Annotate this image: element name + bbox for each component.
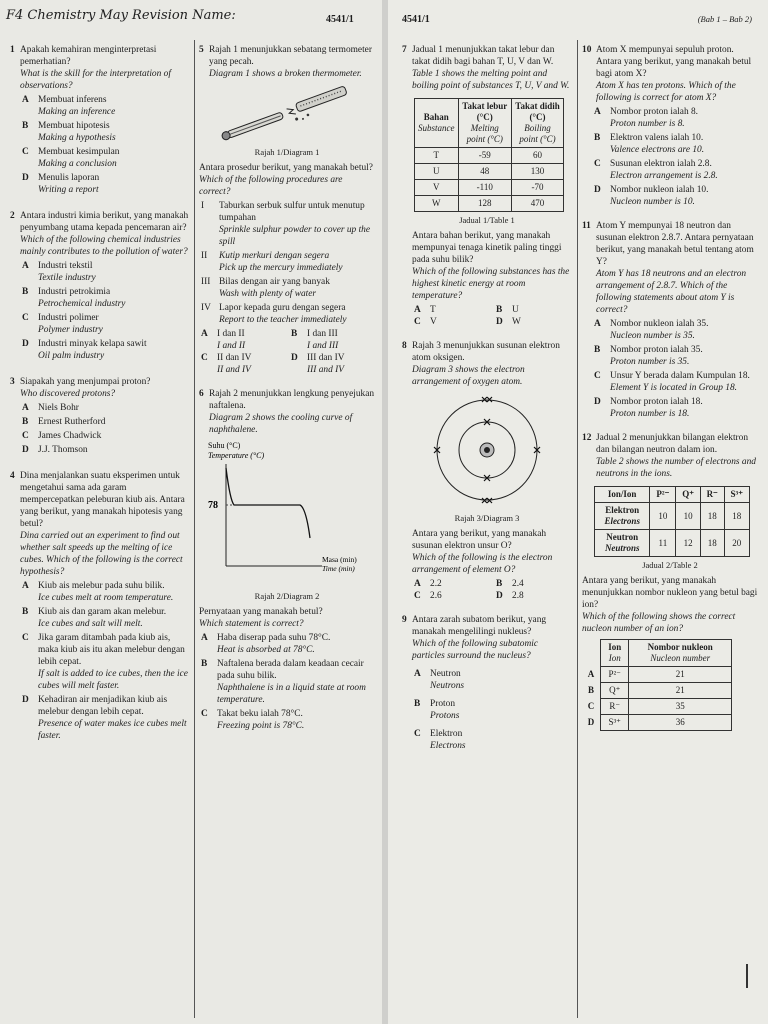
cooling-curve-graph — [202, 438, 372, 588]
question-number: 2 — [10, 211, 15, 221]
statement-iii: III Bilas dengan air yang banyak Wash with plenty of water — [201, 277, 330, 299]
option-b[interactable]: B Kiub ais dan garam akan melebur. Ice cubes and salt will melt. — [22, 607, 167, 629]
oxygen-atom-diagram — [427, 390, 547, 510]
option-a[interactable]: A Kiub ais melebur pada suhu bilik. Ice cubes melt at room temperature. — [22, 581, 174, 603]
option-b[interactable]: B 2.4 — [496, 579, 524, 589]
right-column-1 — [402, 44, 572, 759]
option-b[interactable]: B Nombor proton ialah 35. Proton number is 35. — [594, 345, 703, 367]
question-4: 4 Dina menjalankan suatu eksperimen untuk mengetahui sama ada garam mempercepatkan peleburan kiub ais. Antara yang berikut, yang manakah hipotesis yang betul? Dina carried out an experiment to find out whether salt speeds up the melting of ice cubes. Which of the following is the correct hypothesis? A Kiub ais melebur pada suhu bilik. Ice cubes melt at room temperature. B Kiub ais dan garam akan melebur. Ice cubes and salt will melt. C Jika garam ditambah pada kiub ais, maka kiub ais itu akan melebur dengan lebih cepat. If salt is added to ice cubes, then the ice cubes will melt faster. D Kehadiran air menjadikan kiub ais melebur dengan lebih cepat. Presence of water makes ice cubes melt faster. — [10, 470, 190, 742]
option-a[interactable]: A I dan II I and II — [201, 329, 246, 351]
option-d[interactable]: D Nombor nukleon ialah 10. Nucleon number is 10. — [594, 185, 709, 207]
option-c[interactable]: C Membuat kesimpulan Making a conclusion — [22, 147, 120, 169]
option-d[interactable]: D Kehadiran air menjadikan kiub ais melebur dengan lebih cepat. Presence of water makes ice cubes melt faster. — [22, 695, 187, 741]
option-c[interactable]: C James Chadwick — [22, 431, 102, 441]
column-divider — [194, 40, 195, 1018]
option-c[interactable]: C Elektron Electrons — [414, 729, 466, 751]
option-b[interactable]: B Q⁺ 21 — [582, 683, 732, 699]
option-d[interactable]: D Industri minyak kelapa sawit Oil palm industry — [22, 339, 147, 361]
left-column-2 — [199, 44, 375, 739]
question-text-ms: Apakah kemahiran menginterpretasi pemerhatian? — [20, 45, 157, 67]
column-divider — [577, 40, 578, 1018]
table-row: U 48 130 — [415, 164, 564, 180]
option-b[interactable]: B Proton Protons — [414, 699, 460, 721]
statement-ii: II Kutip merkuri dengan segera Pick up the mercury immediately — [201, 251, 343, 273]
question-9: 9 Antara zarah subatom berikut, yang manakah mengelilingi nukleus? Which of the following subatomic particles surround the nucleus? A Neutron Neutrons B Proton Protons C Elektron Electrons — [402, 614, 572, 752]
question-8: 8 Rajah 3 menunjukkan susunan elektron atom oksigen. Diagram 3 shows the electron arrangement of oxygen atom. Rajah 3/Diagram 3 Antara yang berikut, yang manakah susunan elektron unsur O? Which of the following is the electron arrangement of element O? A 2.2 B 2.4 C 2.6 D 2.8 — [402, 340, 572, 602]
option-a[interactable]: A Industri tekstil Textile industry — [22, 261, 96, 283]
option-c[interactable]: C R⁻ 35 — [582, 699, 732, 715]
option-c[interactable]: C Susunan elektron ialah 2.8. Electron arrangement is 2.8. — [594, 159, 718, 181]
option-d[interactable]: D W — [496, 317, 521, 327]
option-a[interactable]: A Nombor proton ialah 8. Proton number is 8. — [594, 107, 699, 129]
question-text-en: What is the skill for the interpretation of observations? — [20, 69, 171, 91]
left-column-1 — [10, 44, 190, 749]
table-row: W 128 470 — [415, 196, 564, 212]
option-c[interactable]: C II dan IV II and IV — [201, 353, 252, 375]
table-caption: Jadual 2/Table 2 — [642, 560, 698, 570]
left-page — [0, 0, 382, 1024]
option-d[interactable]: D S³⁺ 36 — [582, 715, 732, 731]
option-a[interactable]: A Nombor nukleon ialah 35. Nucleon number is 35. — [594, 319, 709, 341]
option-a[interactable]: A 2.2 — [414, 579, 442, 589]
question-5: 5 Rajah 1 menunjukkan sebatang termometer yang pecah. Diagram 1 shows a broken thermometer. Rajah 1/Diagram 1 Antara prosedur berikut, yang manakah betul? Which of the following procedures are correct? I Taburkan serbuk sulfur untuk menutup tumpahan Sprinkle sulphur powder to cover up the spill II Kutip merkuri dengan segera Pick up the mercury immediately III Bilas dengan air yang banyak Wash with plenty of water IV Lapor kepada guru dengan segera Report to the teacher immediately A I dan II I and II B I dan III I and III C II dan IV II and IV D III dan IV III and IV — [199, 44, 375, 376]
option-c[interactable]: C Takat beku ialah 78°C. Freezing point is 78°C. — [201, 709, 305, 731]
option-b[interactable]: B Elektron valens ialah 10. Valence electrons are 10. — [594, 133, 705, 155]
option-b[interactable]: B Naftalena berada dalam keadaan cecair pada suhu bilik. Naphthalene is in a liquid state at room temperature. — [201, 659, 366, 705]
table-row: V -110 -70 — [415, 180, 564, 196]
statement-i: I Taburkan serbuk sulfur untuk menutup tumpahan Sprinkle sulphur powder to cover up the spill — [201, 201, 371, 247]
table-caption: Jadual 1/Table 1 — [459, 215, 515, 225]
option-a[interactable]: A P²⁻ 21 — [582, 667, 732, 683]
question-1 — [10, 44, 190, 196]
question-7: 7 Jadual 1 menunjukkan takat lebur dan takat didih bagi bahan T, U, V dan W. Table 1 shows the melting point and boiling point of substances T, U, V and W. Bahan Substance Takat lebur (°C) Melting point (°C) Takat didih (°C) Boiling point (°C) T -59 60 U 48 130 V -110 -70 W 128 470 Jadual 1/Table 1 Antara bahan berikut, yang manakah mempunyai tenaga kinetik paling tinggi pada suhu bilik? Which of the following substances has the highest kinetic energy at room temperature? A T B U C V D W — [402, 44, 572, 328]
option-d[interactable]: D Nombor proton ialah 18. Proton number is 18. — [594, 397, 703, 419]
option-c[interactable]: C V — [414, 317, 437, 327]
right-page — [388, 0, 768, 1024]
right-column-2 — [582, 44, 758, 738]
cooling-curve-line — [226, 468, 310, 538]
table-row: T -59 60 — [415, 148, 564, 164]
option-a[interactable]: A Neutron Neutrons — [414, 669, 465, 691]
option-c[interactable]: C Unsur Y berada dalam Kumpulan 18. Element Y is located in Group 18. — [594, 371, 750, 393]
graph-mark-78: 78 — [208, 500, 218, 511]
option-c[interactable]: C Industri polimer Polymer industry — [22, 313, 103, 335]
option-c[interactable]: C 2.6 — [414, 591, 442, 601]
figure-caption: Rajah 3/Diagram 3 — [454, 513, 520, 523]
broken-thermometer-figure — [212, 82, 362, 144]
option-a[interactable]: A Niels Bohr — [22, 403, 79, 413]
table-1: Bahan Substance Takat lebur (°C) Melting point (°C) Takat didih (°C) Boiling point (°C) T -59 60 U 48 130 V -110 -70 W 128 470 — [414, 98, 564, 212]
figure-caption: Rajah 1/Diagram 1 — [254, 147, 320, 157]
graph-xlabel-en: Time (min) — [322, 564, 355, 573]
question-number: 1 — [10, 45, 15, 55]
answer-table: Ion Ion Nombor nukleon Nucleon number A P²⁻ 21 B Q⁺ 21 C R⁻ 35 D S³⁺ 36 — [582, 639, 732, 731]
paper-code-right: 4541/1 — [402, 14, 430, 25]
graph-ylabel-en: Temperature (°C) — [208, 451, 265, 460]
table-2: Ion/Ion P²⁻ Q⁺ R⁻ S³⁺ Elektron Electrons 10 10 18 18 Neutron Neutrons 11 12 18 20 — [594, 486, 750, 557]
question-12: 12 Jadual 2 menunjukkan bilangan elektron dan bilangan neutron dalam ion. Table 2 shows the number of electrons and neutrons in the ions. Ion/Ion P²⁻ Q⁺ R⁻ S³⁺ Elektron Electrons 10 10 18 18 Neutron Neutrons 11 12 18 20 Jadual 2/Table 2 Antara yang berikut, yang manakah menunjukkan nombor nukleon yang betul bagi ion? Which of the following shows the correct nucleon number of an ion? Ion Ion Nombor nukleon Nucleon number A P²⁻ 21 B Q⁺ 21 C R⁻ 35 D S³⁺ 36 — [582, 432, 758, 731]
paper-code-left: 4541/1 — [326, 14, 354, 25]
option-a[interactable]: A Haba diserap pada suhu 78°C. Heat is absorbed at 78°C. — [201, 633, 331, 655]
figure-caption: Rajah 2/Diagram 2 — [254, 591, 320, 601]
option-d[interactable]: D 2.8 — [496, 591, 524, 601]
option-b[interactable]: B I dan III I and III — [291, 329, 339, 351]
option-b[interactable]: B Membuat hipotesis Making a hypothesis — [22, 121, 116, 143]
table-row: Neutron Neutrons 11 12 18 20 — [595, 530, 750, 557]
statement-iv: IV Lapor kepada guru dengan segera Report to the teacher immediately — [201, 303, 347, 325]
question-6: 6 Rajah 2 menunjukkan lengkung penyejukan naftalena. Diagram 2 shows the cooling curve of naphthalene. Suhu (°C) Temperature (°C) 78 Masa (min) Time (min) Rajah 2/Diagram 2 Pernyataan yang manakah betul? Which statement is correct? A Haba diserap pada suhu 78°C. Heat is absorbed at 78°C. B Naftalena berada dalam keadaan cecair pada suhu bilik. Naphthalene is in a liquid state at room temperature. C Takat beku ialah 78°C. Freezing point is 78°C. — [199, 389, 375, 731]
graph-ylabel-ms: Suhu (°C) — [208, 441, 241, 450]
page-mark — [746, 964, 748, 988]
option-a[interactable]: A Membuat inferens Making an inference — [22, 95, 116, 117]
option-d[interactable]: D III dan IV III and IV — [291, 353, 345, 375]
handwritten-title: F4 Chemistry May Revision Name: — [6, 8, 236, 23]
question-10: 10 Atom X mempunyai sepuluh proton. Antara yang berikut, yang manakah betul bagi atom X? Atom X has ten protons. Which of the following is correct for atom X? A Nombor proton ialah 8. Proton number is 8. B Elektron valens ialah 10. Valence electrons are 10. C Susunan elektron ialah 2.8. Electron arrangement is 2.8. D Nombor nukleon ialah 10. Nucleon number is 10. — [582, 44, 758, 208]
chapter-note: (Bab 1 – Bab 2) — [697, 14, 752, 24]
table-row: Elektron Electrons 10 10 18 18 — [595, 503, 750, 530]
question-2: 2 Antara industri kimia berikut, yang manakah penyumbang utama kepada pencemaran air? Which of the following chemical industries mainly contributes to the pollution of water? A Industri tekstil Textile industry B Industri petrokimia Petrochemical industry C Industri polimer Polymer industry D Industri minyak kelapa sawit Oil palm industry — [10, 211, 189, 361]
question-11: 11 Atom Y mempunyai 18 neutron dan susunan elektron 2.8.7. Antara pernyataan berikut, yang manakah betul tentang atom Y? Atom Y has 18 neutrons and an electron arrangement of 2.8.7. Which of the following statements about atom Y is correct? A Nombor nukleon ialah 35. Nucleon number is 35. B Nombor proton ialah 35. Proton number is 35. C Unsur Y berada dalam Kumpulan 18. Element Y is located in Group 18. D Nombor proton ialah 18. Proton number is 18. — [582, 220, 758, 420]
question-3: 3 Siapakah yang menjumpai proton? Who discovered protons? A Niels Bohr B Ernest Rutherford C James Chadwick D J.J. Thomson — [10, 376, 190, 456]
option-b[interactable]: B Ernest Rutherford — [22, 417, 106, 427]
option-a[interactable]: A T — [414, 305, 436, 315]
option-b[interactable]: B Industri petrokimia Petrochemical industry — [22, 287, 126, 309]
graph-xlabel-ms: Masa (min) — [322, 555, 357, 564]
option-c[interactable]: C Jika garam ditambah pada kiub ais, maka kiub ais itu akan melebur dengan lebih cepat. If salt is added to ice cubes, then the ice cubes will melt faster. — [22, 633, 188, 691]
option-d[interactable]: D Menulis laporan Writing a report — [22, 173, 100, 195]
option-b[interactable]: B U — [496, 305, 519, 315]
option-d[interactable]: D J.J. Thomson — [22, 445, 88, 455]
